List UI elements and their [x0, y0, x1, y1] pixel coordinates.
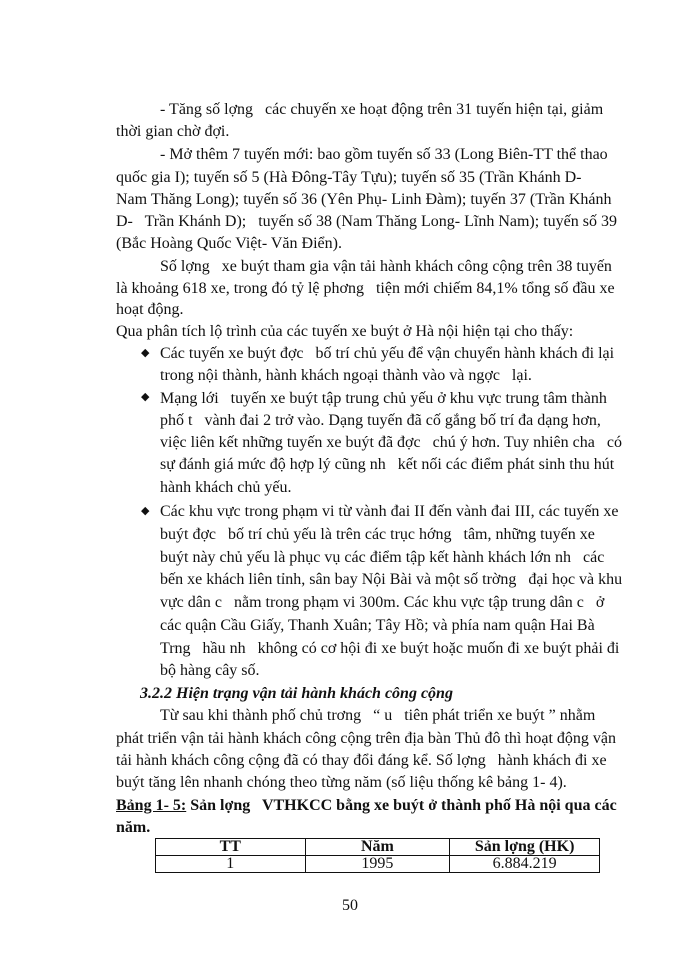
paragraph-line: Từ sau khi thành phố chủ trơng “ u tiên phát triển xe buýt ” nhằm [160, 707, 596, 724]
paragraph-line: Qua phân tích lộ trình của các tuyến xe buýt ở Hà nội hiện tại cho thấy: [116, 323, 574, 340]
bullet-line: việc liên kết những tuyến xe buýt đã đợc chú ý hơn. Tuy nhiên cha có [160, 434, 622, 451]
table-header-cell: Sản lợng (HK) [450, 839, 600, 856]
paragraph-line: phát triển vận tải hành khách công cộng trên địa bàn Thủ đô thì hoạt động vận [116, 730, 617, 747]
bullet-line: các quận Cầu Giấy, Thanh Xuân; Tây Hồ; và phía nam quận Hai Bà [160, 617, 595, 634]
paragraph-line: - Mở thêm 7 tuyến mới: bao gồm tuyến số 33 (Long Biên-TT thể thao [160, 146, 608, 163]
paragraph-line: Nam Thăng Long); tuyến số 36 (Yên Phụ- Linh Đàm); tuyến 37 (Trần Khánh [116, 191, 612, 208]
paragraph-line: tải hành khách công cộng đã có thay đổi đáng kể. Số lợng hành khách đi xe [116, 752, 607, 769]
paragraph-line: D- Trần Khánh D); tuyến số 38 (Nam Thăng Long- Lĩnh Nam); tuyến số 39 [116, 213, 617, 230]
table-header-row [156, 839, 600, 856]
table-cell: 1995 [305, 856, 450, 873]
table-header-cell: TT [156, 839, 306, 856]
bullet-line: Mạng lới tuyến xe buýt tập trung chủ yếu ở khu vực trung tâm thành [160, 390, 607, 407]
diamond-bullet-icon: ◆ [141, 505, 150, 517]
bullet-line: bộ hàng cây số. [160, 662, 260, 679]
table-header-cell: Năm [305, 839, 450, 856]
paragraph-line: Số lợng xe buýt tham gia vận tải hành khách công cộng trên 38 tuyến [160, 258, 612, 275]
diamond-bullet-icon: ◆ [141, 347, 150, 359]
bullet-line: Các khu vực trong phạm vi từ vành đai II đến vành đai III, các tuyến xe [160, 503, 619, 520]
bullet-line: hành khách chủ yếu. [160, 479, 292, 496]
paragraph-line: buýt tăng lên nhanh chóng theo từng năm (số liệu thống kê bảng 1- 4). [116, 774, 567, 791]
table-row [156, 856, 600, 873]
bullet-line: phố t vành đai 2 trở vào. Dạng tuyến đã cố gắng bố trí đa dạng hơn, [160, 412, 601, 429]
bullet-line: Trng hầu nh không có cơ hội đi xe buýt hoặc muốn đi xe buýt phải đi [160, 640, 620, 657]
bullet-line: vực dân c nằm trong phạm vi 300m. Các khu vực tập trung dân c ở [160, 594, 605, 611]
bullet-line: buýt đợc bố trí chủ yếu là trên các trục hớng tâm, những tuyến xe [160, 526, 595, 543]
paragraph-line: thời gian chờ đợi. [116, 123, 230, 140]
table-cell: 6.884.219 [450, 856, 600, 873]
bullet-line: buýt này chủ yếu là phục vụ các điểm tập kết hành khách lớn nh các [160, 549, 605, 566]
diamond-bullet-icon: ◆ [141, 391, 150, 403]
paragraph-line: (Bắc Hoàng Quốc Việt- Văn Điển). [116, 235, 342, 252]
paragraph-line: - Tăng số lợng các chuyến xe hoạt động trên 31 tuyến hiện tại, giảm [160, 101, 604, 118]
paragraph-line: quốc gia I); tuyến số 5 (Hà Đông-Tây Tựu); tuyến số 35 (Trần Khánh D- [116, 169, 582, 186]
paragraph-line: là khoảng 618 xe, trong đó tỷ lệ phơng tiện mới chiếm 84,1% tổng số đầu xe [116, 280, 615, 297]
paragraph-line: hoạt động. [116, 301, 184, 318]
table-caption [116, 796, 617, 816]
table-caption-text: Sản lợng VTHKCC bằng xe buýt ở thành phố Hà nội qua các [186, 797, 617, 814]
table-caption-label: Bảng 1- 5: [116, 797, 187, 814]
table-cell: 1 [156, 856, 306, 873]
page-number: 50 [342, 897, 358, 914]
bullet-line: bến xe khách liên tỉnh, sân bay Nội Bài và một số trờng đại học và khu [160, 571, 623, 588]
bullet-line: trong nội thành, hành khách ngoại thành vào và ngợc lại. [160, 367, 532, 384]
section-heading: 3.2.2 Hiện trạng vận tải hành khách công cộng [140, 685, 453, 702]
table-caption-continuation: năm. [116, 819, 151, 836]
data-table [155, 838, 600, 873]
bullet-line: Các tuyến xe buýt đợc bố trí chủ yếu để vận chuyển hành khách đi lại [160, 345, 615, 362]
bullet-line: sự đánh giá mức độ hợp lý cũng nh kết nối các điểm phát sinh thu hút [160, 456, 615, 473]
